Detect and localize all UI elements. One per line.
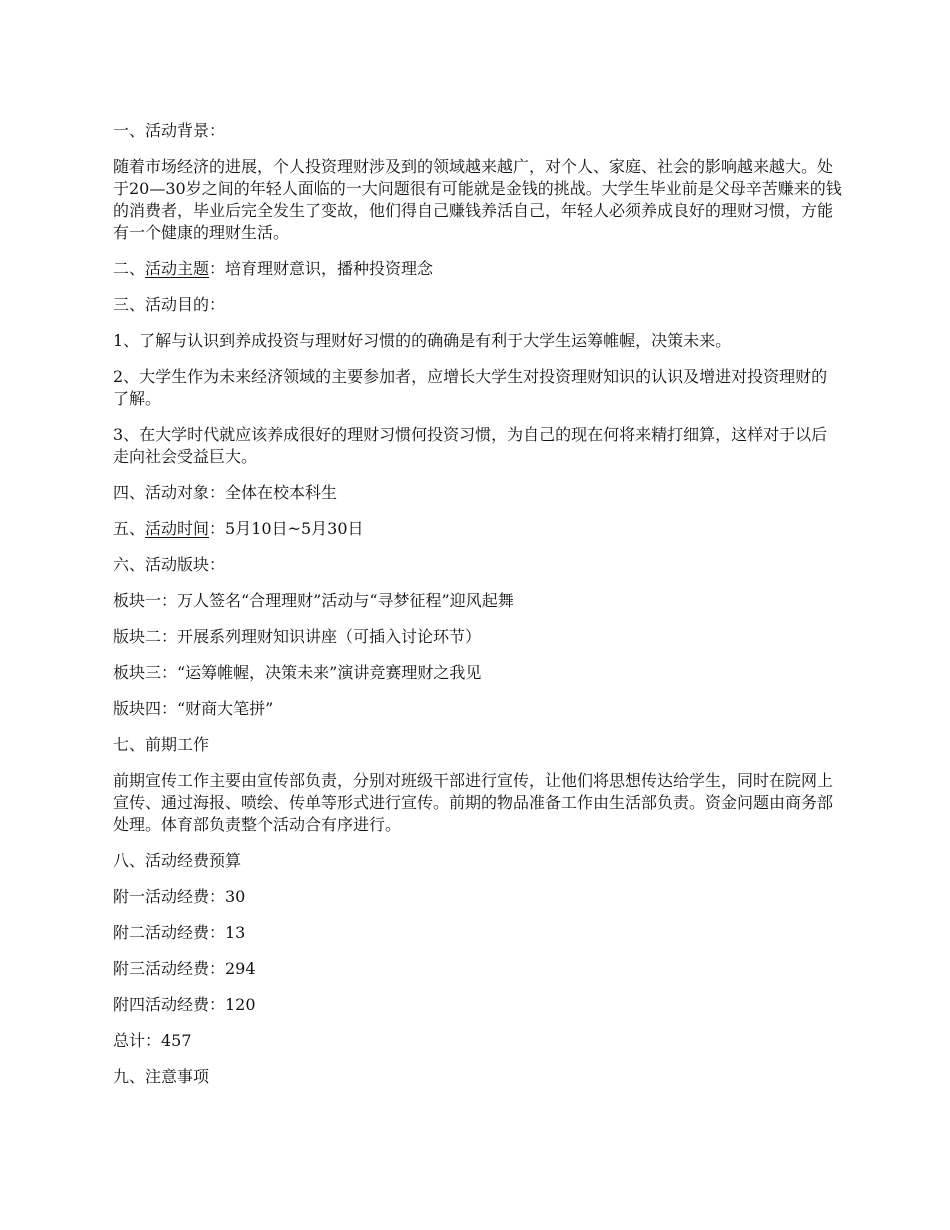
paragraph-p17	[113, 850, 843, 872]
text-run: 版块四：“财商大笔拼”	[113, 699, 274, 718]
paragraph-p8	[113, 482, 843, 504]
paragraph-p13	[113, 662, 843, 684]
text-run: 附二活动经费：13	[113, 923, 246, 942]
text-run: 附三活动经费：294	[113, 959, 256, 978]
text-run: 版块二：开展系列理财知识讲座（可插入讨论环节）	[113, 627, 482, 646]
text-run: 二、	[113, 259, 146, 278]
paragraph-p6	[113, 366, 843, 410]
text-run: 九、注意事项	[113, 1067, 210, 1086]
paragraph-p20	[113, 958, 843, 980]
paragraph-p22	[113, 1030, 843, 1052]
text-run: 2、大学生作为未来经济领域的主要参加者，应增长大学生对投资理财知识的认识及增进对投资理财的了解。	[113, 367, 828, 408]
text-run: 三、活动目的：	[113, 295, 226, 314]
paragraph-p19	[113, 922, 843, 944]
text-run: 前期宣传工作主要由宣传部负责，分别对班级干部进行宣传，让他们将思想传达给学生，同时在院网上宣传、通过海报、喷绘、传单等形式进行宣传。前期的物品准备工作由生活部负责。资金问题由商务部处理。体育部负责整个活动合有序进行。	[113, 771, 834, 834]
paragraph-p2	[113, 156, 843, 244]
paragraph-p14	[113, 698, 843, 720]
paragraph-p11	[113, 590, 843, 612]
paragraph-p23	[113, 1066, 843, 1088]
text-run: 随着市场经济的进展，个人投资理财涉及到的领域越来越广，对个人、家庭、社会的影响越来越大。处于20—30岁之间的年轻人面临的一大问题很有可能就是金钱的挑战。大学生毕业前是父母辛苦赚来的钱的消费者，毕业后完全发生了变故，他们得自己赚钱养活自己，年轻人必须养成良好的理财习惯，方能有一个健康的理财生活。	[113, 157, 842, 242]
text-run: 八、活动经费预算	[113, 851, 242, 870]
text-run: 附一活动经费：30	[113, 887, 246, 906]
text-run: 板块三：“运筹帷幄，决策未来”演讲竞赛理财之我见	[113, 663, 482, 682]
paragraph-p7	[113, 424, 843, 468]
underlined-term: 活动时间	[145, 519, 210, 538]
paragraph-p3	[113, 258, 843, 280]
document-body	[113, 120, 843, 1088]
paragraph-p16	[113, 770, 843, 836]
text-run: 七、前期工作	[113, 735, 210, 754]
text-run: 附四活动经费：120	[113, 995, 256, 1014]
paragraph-p18	[113, 886, 843, 908]
text-run: 3、在大学时代就应该养成很好的理财习惯何投资习惯，为自己的现在何将来精打细算，这样对于以后走向社会受益巨大。	[113, 425, 828, 466]
text-run: ：培育理财意识，播种投资理念	[209, 259, 434, 278]
paragraph-p12	[113, 626, 843, 648]
paragraph-p21	[113, 994, 843, 1016]
text-run: 板块一：万人签名“合理理财”活动与“寻梦征程”迎风起舞	[113, 591, 514, 610]
paragraph-p15	[113, 734, 843, 756]
text-run: ：5月10日~5月30日	[209, 519, 364, 538]
paragraph-p5	[113, 330, 843, 352]
text-run: 六、活动版块：	[113, 555, 226, 574]
text-run: 1、了解与认识到养成投资与理财好习惯的的确确是有利于大学生运筹帷幄，决策未来。	[113, 331, 732, 350]
paragraph-p9	[113, 518, 843, 540]
underlined-term: 活动主题	[145, 259, 210, 278]
paragraph-p4	[113, 294, 843, 316]
text-run: 一、活动背景：	[113, 121, 226, 140]
paragraph-p1	[113, 120, 843, 142]
text-run: 总计：457	[113, 1031, 192, 1050]
text-run: 四、活动对象：全体在校本科生	[113, 483, 338, 502]
paragraph-p10	[113, 554, 843, 576]
text-run: 五、	[113, 519, 146, 538]
document-page	[113, 120, 843, 1102]
